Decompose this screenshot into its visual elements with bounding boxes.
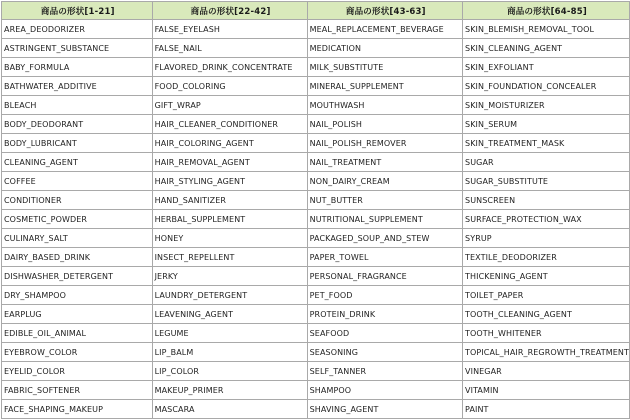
table-cell: COFFEE [2,172,153,191]
table-cell: VITAMIN [463,381,630,400]
table-row [2,381,630,400]
table-cell: HAIR_STYLING_AGENT [152,172,307,191]
table-cell: SEASONING [307,343,462,362]
table-cell: HONEY [152,229,307,248]
table-cell: HAND_SANITIZER [152,191,307,210]
table-cell: LIP_COLOR [152,362,307,381]
table-cell: SELF_TANNER [307,362,462,381]
column-header-64-85: 商品の形状[64-85] [463,2,630,20]
table-cell: FOOD_COLORING [152,77,307,96]
table-row [2,286,630,305]
table-row [2,324,630,343]
table-cell: SKIN_FOUNDATION_CONCEALER [463,77,630,96]
table-cell: SKIN_SERUM [463,115,630,134]
table-cell: NAIL_POLISH_REMOVER [307,134,462,153]
table-cell: EARPLUG [2,305,153,324]
table-cell: DISHWASHER_DETERGENT [2,267,153,286]
table-cell: SHAMPOO [307,381,462,400]
table-cell: FACE_SHAPING_MAKEUP [2,400,153,419]
table-cell: SKIN_BLEMISH_REMOVAL_TOOL [463,20,630,39]
table-row [2,58,630,77]
table-row [2,267,630,286]
table-cell: CLEANING_AGENT [2,153,153,172]
table-cell: BODY_LUBRICANT [2,134,153,153]
table-cell: MAKEUP_PRIMER [152,381,307,400]
header-row [2,2,630,20]
table-cell: FLAVORED_DRINK_CONCENTRATE [152,58,307,77]
table-cell: JERKY [152,267,307,286]
table-cell: PACKAGED_SOUP_AND_STEW [307,229,462,248]
table-cell: FALSE_NAIL [152,39,307,58]
table-cell: MEAL_REPLACEMENT_BEVERAGE [307,20,462,39]
table-cell: SUGAR_SUBSTITUTE [463,172,630,191]
table-cell: MEDICATION [307,39,462,58]
column-header-1-21: 商品の形状[1-21] [2,2,153,20]
table-row [2,210,630,229]
table-row [2,20,630,39]
table-cell: TEXTILE_DEODORIZER [463,248,630,267]
table-cell: MINERAL_SUPPLEMENT [307,77,462,96]
table-row [2,115,630,134]
table-cell: SKIN_MOISTURIZER [463,96,630,115]
table-cell: NON_DAIRY_CREAM [307,172,462,191]
table-cell: LIP_BALM [152,343,307,362]
table-cell: AREA_DEODORIZER [2,20,153,39]
table-row [2,362,630,381]
table-row [2,400,630,419]
table-cell: BODY_DEODORANT [2,115,153,134]
table-cell: PERSONAL_FRAGRANCE [307,267,462,286]
table-cell: VINEGAR [463,362,630,381]
table-cell: SYRUP [463,229,630,248]
table-cell: HERBAL_SUPPLEMENT [152,210,307,229]
table-cell: SUNSCREEN [463,191,630,210]
table-cell: CULINARY_SALT [2,229,153,248]
table-row [2,134,630,153]
table-row [2,229,630,248]
table-cell: THICKENING_AGENT [463,267,630,286]
table-cell: FALSE_EYELASH [152,20,307,39]
table-cell: MILK_SUBSTITUTE [307,58,462,77]
table-row [2,39,630,58]
table-cell: PROTEIN_DRINK [307,305,462,324]
table-cell: INSECT_REPELLENT [152,248,307,267]
table-row [2,153,630,172]
table-cell: BABY_FORMULA [2,58,153,77]
table-cell: GIFT_WRAP [152,96,307,115]
table-row [2,77,630,96]
table-cell: EYEBROW_COLOR [2,343,153,362]
table-cell: HAIR_COLORING_AGENT [152,134,307,153]
table-cell: SKIN_CLEANING_AGENT [463,39,630,58]
table-cell: FABRIC_SOFTENER [2,381,153,400]
table-cell: HAIR_CLEANER_CONDITIONER [152,115,307,134]
table-cell: EDIBLE_OIL_ANIMAL [2,324,153,343]
table-cell: SKIN_EXFOLIANT [463,58,630,77]
table-row [2,96,630,115]
table-cell: BLEACH [2,96,153,115]
table-row [2,305,630,324]
table-cell: BATHWATER_ADDITIVE [2,77,153,96]
column-header-43-63: 商品の形状[43-63] [307,2,462,20]
table-cell: SHAVING_AGENT [307,400,462,419]
table-cell: TOOTH_WHITENER [463,324,630,343]
table-cell: DRY_SHAMPOO [2,286,153,305]
table-cell: SUGAR [463,153,630,172]
table-cell: PAINT [463,400,630,419]
table-cell: CONDITIONER [2,191,153,210]
table-row [2,172,630,191]
table-cell: PAPER_TOWEL [307,248,462,267]
table-row [2,248,630,267]
column-header-22-42: 商品の形状[22-42] [152,2,307,20]
table-cell: LAUNDRY_DETERGENT [152,286,307,305]
table-cell: NUTRITIONAL_SUPPLEMENT [307,210,462,229]
table-cell: MASCARA [152,400,307,419]
table-cell: ASTRINGENT_SUBSTANCE [2,39,153,58]
table-cell: PET_FOOD [307,286,462,305]
table-cell: DAIRY_BASED_DRINK [2,248,153,267]
table-cell: NAIL_TREATMENT [307,153,462,172]
table-row [2,191,630,210]
table-cell: NUT_BUTTER [307,191,462,210]
table-cell: EYELID_COLOR [2,362,153,381]
table-cell: SEAFOOD [307,324,462,343]
table-cell: TOOTH_CLEANING_AGENT [463,305,630,324]
table-cell: LEGUME [152,324,307,343]
table-cell: TOPICAL_HAIR_REGROWTH_TREATMENT [463,343,630,362]
table-cell: NAIL_POLISH [307,115,462,134]
table-cell: HAIR_REMOVAL_AGENT [152,153,307,172]
table-cell: SURFACE_PROTECTION_WAX [463,210,630,229]
table-cell: MOUTHWASH [307,96,462,115]
product-type-table [1,1,630,419]
table-row [2,343,630,362]
table-cell: COSMETIC_POWDER [2,210,153,229]
table-cell: LEAVENING_AGENT [152,305,307,324]
table-cell: SKIN_TREATMENT_MASK [463,134,630,153]
table-cell: TOILET_PAPER [463,286,630,305]
